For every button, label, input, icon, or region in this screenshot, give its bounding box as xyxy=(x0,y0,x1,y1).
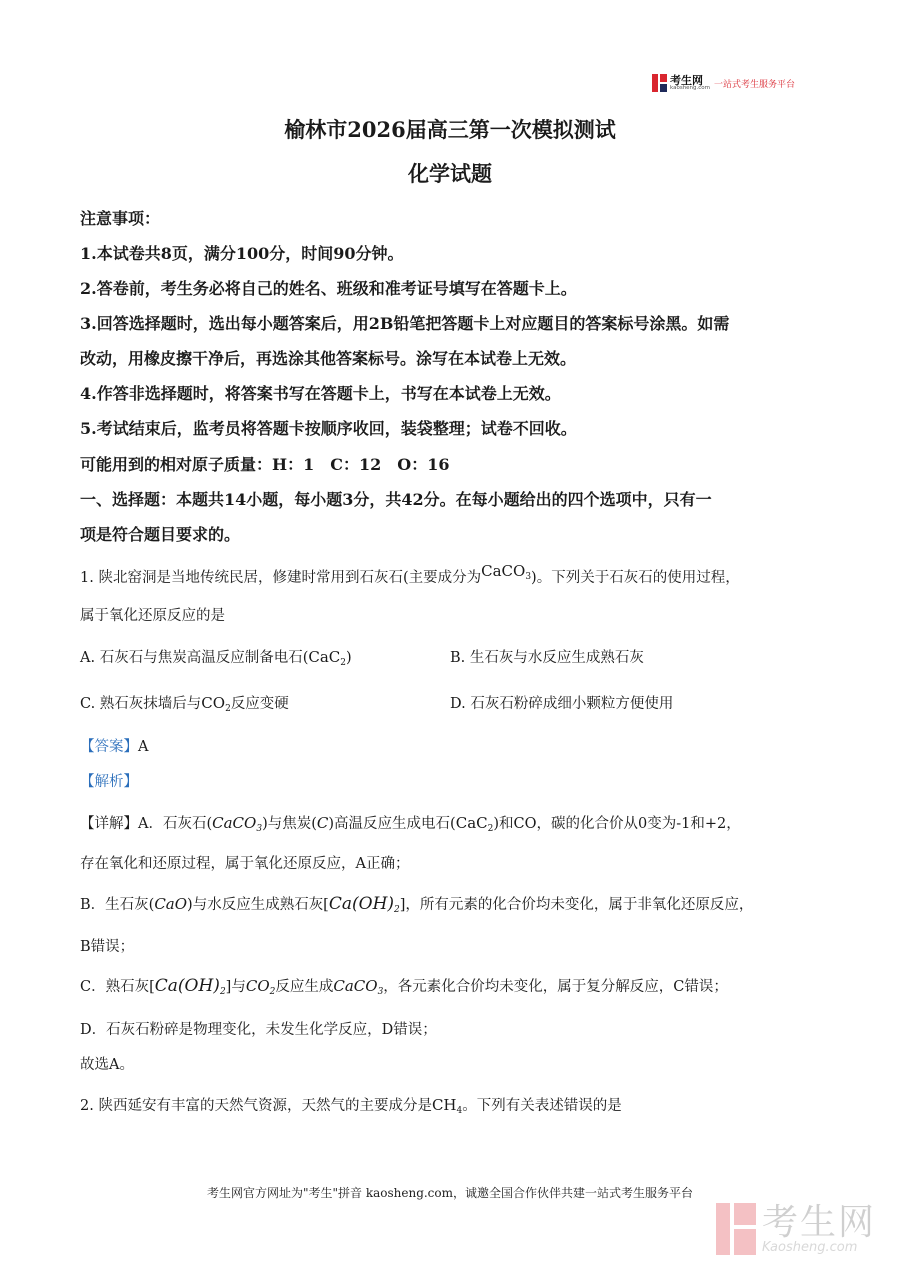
detail-a-cont: 存在氧化和还原过程，属于氧化还原反应，A正确； xyxy=(80,856,410,872)
question-1-option-d[interactable]: D. 石灰石粉碎成细小颗粒方便使用 xyxy=(450,696,674,712)
answer-line xyxy=(80,735,148,756)
answer-label: 【答案】 xyxy=(80,739,138,755)
logo-name: 考生网 xyxy=(670,73,703,87)
brand-mark-icon xyxy=(652,74,667,92)
analysis-label: 【解析】 xyxy=(80,774,138,790)
notes-heading: 注意事项： xyxy=(80,209,161,228)
detail-b: B．生石灰(CaO)与水反应生成熟石灰$[Ca(OH)_2]$，所有元素的化合价均未变化，属于非氧化还原反应， xyxy=(80,894,754,915)
logo-slogan: 一站式考生服务平台 xyxy=(714,79,796,90)
question-1-option-b[interactable]: B. 生石灰与水反应生成熟石灰 xyxy=(450,650,644,666)
atomic-mass-line: 可能用到的相对原子质量：H：1 C：12 O：16 xyxy=(80,455,450,474)
note-item: 改动，用橡皮擦干净后，再选涂其他答案标号。涂写在本试卷上无效。 xyxy=(80,349,577,368)
note-item: 3.回答选择题时，选出每小题答案后，用2B铅笔把答题卡上对应题目的答案标号涂黑。如需 xyxy=(80,314,730,333)
answer-value: A xyxy=(138,739,149,755)
note-item: 1.本试卷共8页，满分100分，时间90分钟。 xyxy=(80,244,404,263)
watermark-name: 考生网 xyxy=(762,1201,877,1243)
question-1-stem-cont: 属于氧化还原反应的是 xyxy=(80,608,225,624)
note-item: 5.考试结束后，监考员将答题卡按顺序收回，装袋整理；试卷不回收。 xyxy=(80,419,577,438)
question-1-option-c[interactable]: C. 熟石灰抹墙后与$CO_2$反应变硬 xyxy=(80,694,289,714)
question-1-option-a[interactable]: A. 石灰石与焦炭高温反应制备电石(CaC$_2$) xyxy=(80,648,352,668)
watermark-domain: Kaosheng.com xyxy=(762,1239,858,1255)
logo-domain: kaosheng.com xyxy=(670,84,711,91)
detail-b-cont: B错误； xyxy=(80,939,135,955)
section-heading-cont: 项是符合题目要求的。 xyxy=(80,525,241,544)
header-logo[interactable] xyxy=(652,72,795,94)
detail-a: 【详解】A．石灰石(CaCO$_3$)与焦炭(C)高温反应生成电石(CaC$_2$)和CO，碳的化合价从0变为-1和+2， xyxy=(80,814,741,834)
conclusion: 故选A。 xyxy=(80,1057,134,1073)
note-item: 2.答卷前，考生务必将自己的姓名、班级和准考证号填写在答题卡上。 xyxy=(80,279,577,298)
page-subtitle: 化学试题 xyxy=(408,161,492,186)
question-2-stem: 2. 陕西延安有丰富的天然气资源，天然气的主要成分是$CH_4$。下列有关表述错误的是 xyxy=(80,1096,622,1116)
note-item: 4.作答非选择题时，将答案书写在答题卡上，书写在本试卷上无效。 xyxy=(80,384,561,403)
watermark-logo-icon xyxy=(716,1203,756,1255)
page-footer: 考生网官方网址为"考生"拼音 kaosheng.com，诚邀全国合作伙伴共建一站式考生服务平台 xyxy=(206,1186,694,1200)
section-heading: 一、选择题：本题共14小题，每小题3分，共42分。在每小题给出的四个选项中，只有一 xyxy=(80,490,712,509)
detail-d: D．石灰石粉碎是物理变化，未发生化学反应，D错误； xyxy=(80,1022,437,1038)
watermark xyxy=(716,1203,876,1255)
detail-c: C．熟石灰$[Ca(OH)_2]$与$CO_2$反应生成CaCO$_3$，各元素化合价均未变化，属于复分解反应，C错误； xyxy=(80,976,728,997)
question-1-stem: 1. 陕北窑洞是当地传统民居，修建时常用到石灰石(主要成分为CaCO$_3$)。下列关于石灰石的使用过程， xyxy=(80,562,740,586)
page-title: 榆林市2026届高三第一次模拟测试 xyxy=(284,117,616,142)
